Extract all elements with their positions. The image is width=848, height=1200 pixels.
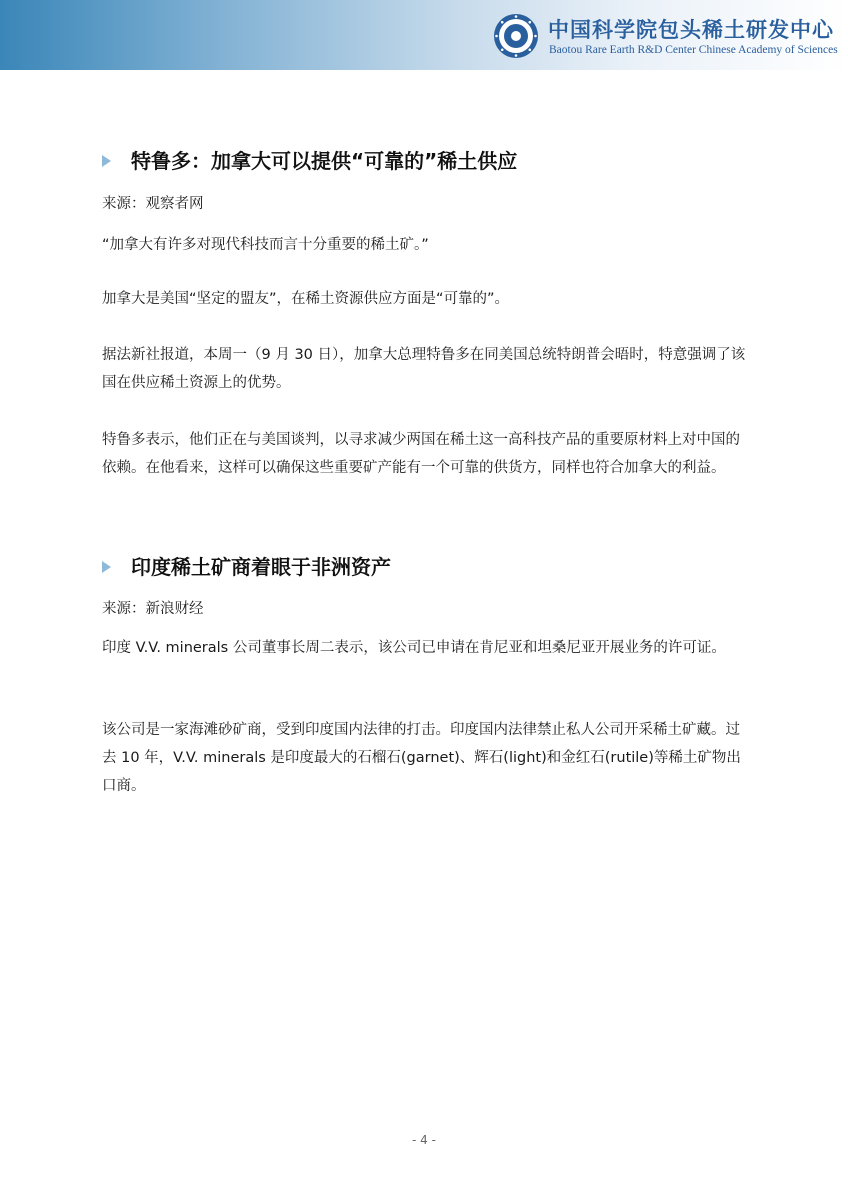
article-1-paragraph: “加拿大有许多对现代科技而言十分重要的稀土矿。” <box>102 237 429 253</box>
article-2-source: 来源：新浪财经 <box>102 601 204 617</box>
org-name-en: Baotou Rare Earth R&D Center Chinese Academy of Sciences <box>549 44 838 56</box>
article-1-title: 特鲁多：加拿大可以提供“可靠的”稀土供应 <box>102 145 802 174</box>
page-number: - 4 - <box>412 1133 436 1147</box>
article-2-paragraph: 该公司是一家海滩砂矿商，受到印度国内法律的打击。印度国内法律禁止私人公司开采稀土矿藏。过去 10 年，V.V. minerals 是印度最大的石榴石(garnet)、辉石(light)和金红石(rutile)等稀土矿物出口商。 <box>102 722 741 794</box>
org-name-cn: 中国科学院包头稀土研发中心 <box>548 17 834 42</box>
bullet-triangle-icon <box>102 155 111 167</box>
article-1-paragraph: 据法新社报道，本周一（9 月 30 日），加拿大总理特鲁多在同美国总统特朗普会晤时，特意强调了该国在供应稀土资源上的优势。 <box>102 347 746 391</box>
cas-logo-icon <box>492 12 540 60</box>
page-header <box>0 0 848 70</box>
article-1-paragraph: 加拿大是美国“坚定的盟友”，在稀土资源供应方面是“可靠的”。 <box>102 291 510 307</box>
article-1-paragraph: 特鲁多表示，他们正在与美国谈判，以寻求减少两国在稀土这一高科技产品的重要原材料上对中国的依赖。在他看来，这样可以确保这些重要矿产能有一个可靠的供货方，同样也符合加拿大的利益。 <box>102 432 740 476</box>
bullet-triangle-icon <box>102 561 111 573</box>
article-2-paragraph: 印度 V.V. minerals 公司董事长周二表示，该公司已申请在肯尼亚和坦桑尼亚开展业务的许可证。 <box>102 640 726 656</box>
article-2-title: 印度稀土矿商着眼于非洲资产 <box>102 551 802 580</box>
article-1-source: 来源：观察者网 <box>102 196 204 212</box>
